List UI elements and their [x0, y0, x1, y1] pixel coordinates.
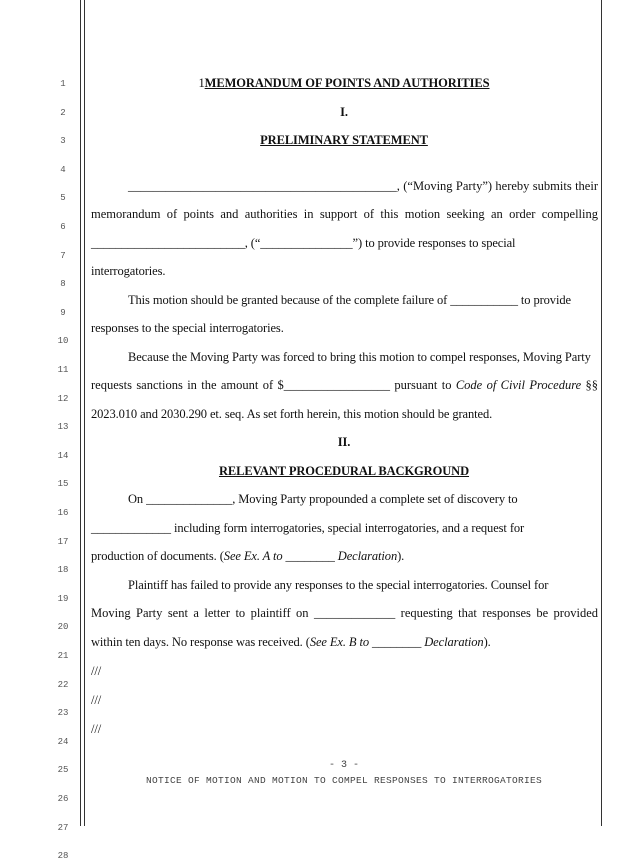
line-number: 26 — [57, 794, 69, 804]
p3-line-1: Because the Moving Party was forced to bring this motion to compel responses, Moving Party — [128, 350, 591, 364]
line-number: 13 — [57, 422, 69, 433]
continuation-mark-2: /// — [91, 693, 102, 707]
section-1-number: I. — [340, 105, 348, 119]
line-number: 12 — [57, 393, 69, 404]
line-number: 22 — [57, 679, 69, 690]
line-number: 1 — [60, 79, 66, 89]
line-number: 23 — [57, 708, 69, 719]
line-number: 27 — [57, 822, 69, 833]
line-number: 21 — [57, 651, 69, 661]
line-number: 24 — [57, 736, 69, 747]
right-margin-rule — [601, 0, 602, 826]
section-1-title: PRELIMINARY STATEMENT — [260, 133, 428, 147]
p4-line-2: _____________ including form interrogatories, special interrogatories, and a request for — [91, 521, 525, 535]
p1-line-1: ___________________________________________, (“Moving Party”) hereby submits their — [128, 179, 598, 193]
p1-line-4: interrogatories. — [91, 264, 166, 278]
p5-line-3 — [91, 634, 491, 650]
line-number: 4 — [60, 164, 66, 175]
line-number: 2 — [60, 107, 66, 118]
line-number: 18 — [57, 565, 69, 576]
p4-line-3 — [91, 548, 404, 564]
line-number: 9 — [60, 307, 66, 318]
p5-line-1: Plaintiff has failed to provide any responses to the special interrogatories. Counsel for — [128, 578, 549, 592]
p1-line-2: memorandum of points and authorities in support of this motion seeking an order compelling — [91, 207, 598, 221]
p5-line-3-a: within ten days. No response was received. ( — [91, 635, 310, 649]
code-citation: Code of Civil Procedure — [455, 378, 582, 392]
p4-line-1: On ______________, Moving Party propounded a complete set of discovery to — [128, 492, 518, 506]
line-number: 25 — [57, 765, 69, 776]
p2-line-2: responses to the special interrogatories. — [91, 321, 284, 335]
p4-line-3-a: production of documents. ( — [91, 549, 224, 563]
line-number: 28 — [57, 851, 69, 862]
line-number: 6 — [60, 222, 66, 232]
line-number: 11 — [57, 365, 69, 375]
p1-line-3: _________________________, (“_______________”) to provide responses to special — [91, 236, 516, 250]
exhibit-a-reference: See Ex. A to ________ Declaration — [223, 549, 398, 563]
line-number: 20 — [57, 622, 69, 633]
left-margin-rule-inner — [84, 0, 85, 826]
exhibit-b-reference: See Ex. B to ________ Declaration — [309, 635, 484, 649]
line-number: 7 — [60, 250, 66, 261]
title-text: MEMORANDUM OF POINTS AND AUTHORITIES — [204, 76, 490, 90]
line-number: 19 — [57, 593, 69, 604]
left-margin-rule-outer — [80, 0, 81, 826]
line-number: 17 — [57, 536, 69, 547]
memorandum-title — [90, 75, 598, 91]
line-number: 14 — [57, 450, 69, 461]
footer-document-title: NOTICE OF MOTION AND MOTION TO COMPEL RESPONSES TO INTERROGATORIES — [145, 775, 543, 786]
title-prefix: 1 — [198, 76, 205, 90]
section-2-title: RELEVANT PROCEDURAL BACKGROUND — [218, 464, 470, 478]
line-number: 8 — [60, 279, 66, 290]
p5-line-2: Moving Party sent a letter to plaintiff on _____________ requesting that responses be provided — [91, 606, 598, 620]
line-number: 3 — [60, 136, 66, 147]
line-number: 5 — [60, 193, 66, 204]
line-number: 10 — [57, 336, 69, 347]
continuation-mark-3: /// — [91, 722, 102, 736]
line-number: 15 — [57, 479, 69, 490]
p2-line-1: This motion should be granted because of the complete failure of ___________ to provide — [128, 293, 571, 307]
p3-line-2 — [91, 377, 598, 393]
p3-line-2-a: requests sanctions in the amount of $_________________ pursuant to — [91, 378, 456, 392]
p3-line-3: 2023.010 and 2030.290 et. seq. As set forth herein, this motion should be granted. — [91, 407, 493, 421]
p4-line-3-c: ). — [397, 549, 405, 563]
p3-line-2-c: §§ — [581, 378, 599, 392]
continuation-mark-1: /// — [91, 664, 102, 678]
line-number: 16 — [57, 508, 69, 518]
section-2-number: II. — [337, 435, 351, 449]
page-number: - 3 - — [328, 760, 359, 771]
p5-line-3-c: ). — [483, 635, 491, 649]
